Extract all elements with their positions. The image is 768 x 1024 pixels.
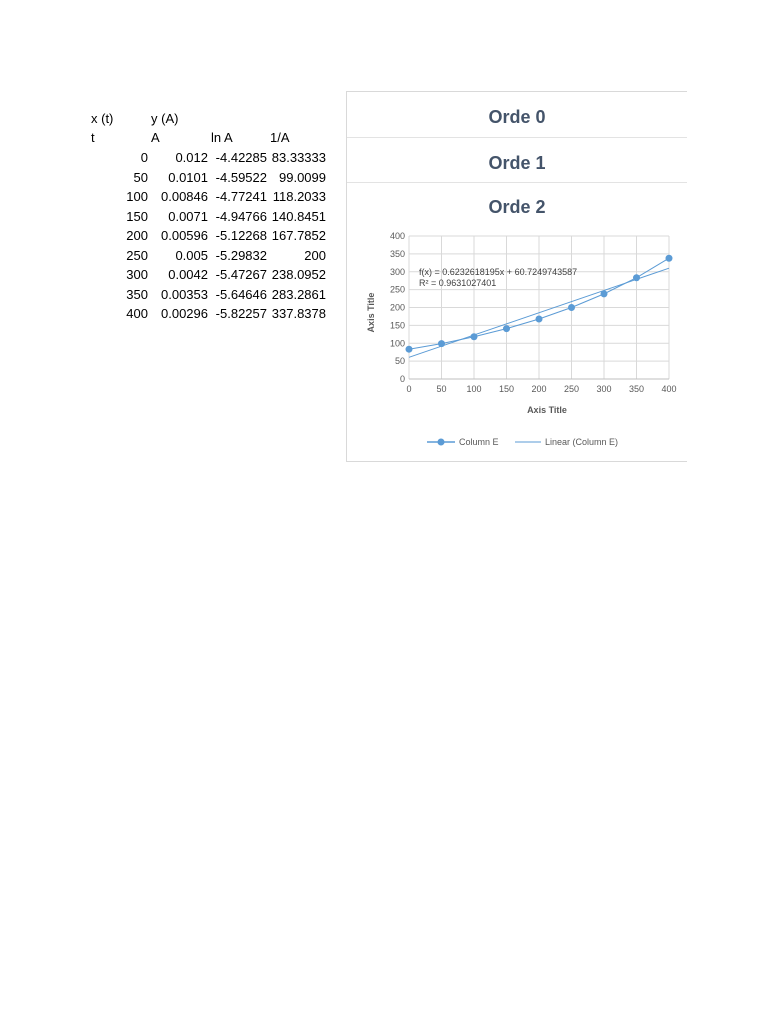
table-cell[interactable]: 83.33333 xyxy=(271,150,326,165)
table-cell[interactable]: -5.64646 xyxy=(215,286,267,302)
chart-legend[interactable] xyxy=(427,437,618,447)
table-cell[interactable]: 0.00353 xyxy=(161,286,208,302)
x-tick-label: 200 xyxy=(531,384,547,394)
chart-title-orde-1[interactable]: Orde 1 xyxy=(488,153,546,173)
table-cell[interactable]: 0.0042 xyxy=(168,267,208,282)
x-tick-label: 300 xyxy=(596,384,612,394)
table-cell[interactable]: -5.29832 xyxy=(215,247,267,263)
header-inv-a[interactable]: 1/A xyxy=(270,130,290,145)
legend-label-linear: Linear (Column E) xyxy=(545,437,619,447)
table-cell[interactable]: 50 xyxy=(133,169,148,185)
table-cell[interactable]: 0.012 xyxy=(175,150,208,165)
table-cell[interactable]: 400 xyxy=(126,306,148,321)
y-tick-label: 100 xyxy=(389,338,405,349)
header-y-a[interactable]: y (A) xyxy=(151,111,179,126)
legend-marker-point xyxy=(438,439,445,446)
y-tick-label: 200 xyxy=(389,302,405,313)
data-point xyxy=(633,274,640,281)
table-cell[interactable]: -4.94766 xyxy=(215,208,267,224)
y-tick-label: 150 xyxy=(389,320,405,331)
y-tick-label: 50 xyxy=(394,356,405,367)
x-tick-label: 150 xyxy=(498,384,515,394)
table-cell[interactable]: 238.0952 xyxy=(271,267,326,282)
table-cell[interactable]: 0.0101 xyxy=(168,169,208,185)
table-cell[interactable]: 140.8451 xyxy=(271,208,326,224)
y-tick-label: 250 xyxy=(389,284,405,295)
x-tick-label: 400 xyxy=(661,384,677,394)
x-tick-label: 100 xyxy=(466,384,482,394)
data-point xyxy=(601,290,608,297)
table-cell[interactable]: 300 xyxy=(126,267,148,282)
y-tick-label: 400 xyxy=(389,231,405,241)
trendline-equation: f(x) = 0.6232618195x + 60.7249743587 xyxy=(419,266,578,277)
table-cell[interactable]: 200 xyxy=(126,228,148,243)
chart-title-orde-0[interactable]: Orde 0 xyxy=(488,107,546,127)
table-cell[interactable]: 200 xyxy=(304,247,326,263)
header-x-t[interactable]: x (t) xyxy=(91,111,114,126)
table-cell[interactable]: 0.0071 xyxy=(168,208,208,224)
data-point xyxy=(503,325,510,332)
table-cell[interactable]: 350 xyxy=(126,286,148,302)
x-tick-label: 350 xyxy=(628,384,645,394)
divider xyxy=(347,182,687,183)
data-point xyxy=(471,333,478,340)
data-point xyxy=(406,346,413,353)
data-point xyxy=(438,340,445,347)
table-cell[interactable]: 0 xyxy=(140,150,148,165)
x-tick-label: 250 xyxy=(563,384,580,394)
trendline-r-squared: R² = 0.9631027401 xyxy=(419,277,497,288)
table-cell[interactable]: 99.0099 xyxy=(279,169,326,185)
table-cell[interactable]: -4.77241 xyxy=(215,189,267,204)
data-point xyxy=(568,304,575,311)
x-axis-title[interactable]: Axis Title xyxy=(527,405,567,415)
x-tick-label: 0 xyxy=(406,384,412,394)
data-point xyxy=(666,255,673,262)
legend-label-column-e: Column E xyxy=(459,437,499,447)
table-cell[interactable]: 100 xyxy=(126,189,148,204)
table-cell[interactable]: -4.42285 xyxy=(215,150,267,165)
table-cell[interactable]: 250 xyxy=(126,247,148,263)
header-t[interactable]: t xyxy=(91,130,95,145)
table-cell[interactable]: -4.59522 xyxy=(215,169,267,185)
table-cell[interactable]: 167.7852 xyxy=(271,228,326,243)
y-tick-label: 300 xyxy=(389,266,405,277)
table-cell[interactable]: 337.8378 xyxy=(271,306,326,321)
table-cell[interactable]: 0.00296 xyxy=(161,306,208,321)
table-cell[interactable]: 0.00846 xyxy=(161,189,208,204)
data-point xyxy=(536,316,543,323)
x-tick-label: 50 xyxy=(436,384,447,394)
divider xyxy=(347,137,687,138)
scatter-chart[interactable] xyxy=(347,222,687,472)
header-ln-a[interactable]: ln A xyxy=(211,130,233,145)
y-tick-label: 0 xyxy=(399,374,405,384)
table-cell[interactable]: -5.12268 xyxy=(215,228,267,243)
y-axis-title[interactable]: Axis Title xyxy=(366,292,376,333)
table-cell[interactable]: 118.2033 xyxy=(272,189,326,204)
table-cell[interactable]: -5.82257 xyxy=(215,306,267,321)
table-cell[interactable]: -5.47267 xyxy=(215,267,267,282)
chart-area[interactable] xyxy=(346,91,687,462)
table-cell[interactable]: 150 xyxy=(126,208,148,224)
chart-title-orde-2[interactable]: Orde 2 xyxy=(488,197,546,217)
table-cell[interactable]: 283.2861 xyxy=(271,286,326,302)
table-cell[interactable]: 0.00596 xyxy=(161,228,208,243)
y-tick-label: 350 xyxy=(389,248,405,259)
table-cell[interactable]: 0.005 xyxy=(175,247,208,263)
header-a[interactable]: A xyxy=(151,130,160,145)
